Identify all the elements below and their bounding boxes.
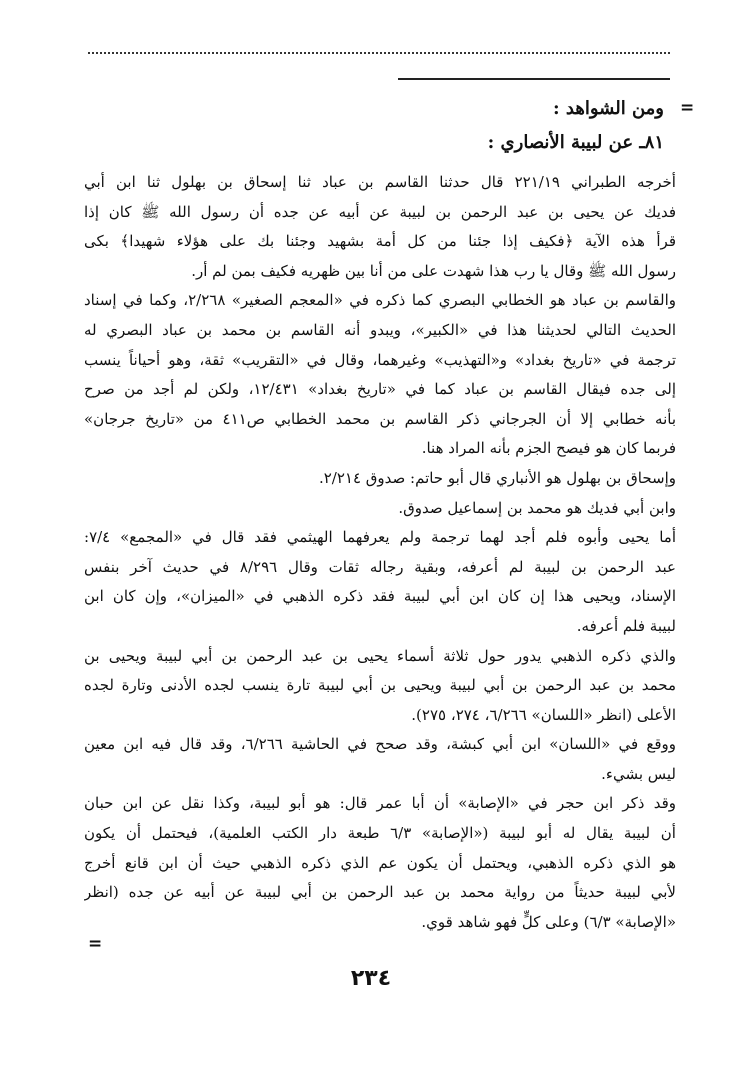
text-line: لبيبة فلم أعرفه. (576, 616, 676, 635)
text-line: محمد بن عبد الرحمن بن أبي لبيبة ويحيى بن أبي لبيبة تارة ينسب لجده الأدنى وتارة لجده (84, 676, 676, 695)
continuation-mark-top: = (680, 98, 695, 118)
text-line: فربما كان هو فيصح الجزم بأنه المراد هنا. (421, 439, 676, 458)
text-line: والذي ذكره الذهبي يدور حول ثلاثة أسماء يحيى بن عبد الرحمن بن أبي لبيبة ويحيى بن (84, 646, 676, 665)
text-line: والقاسم بن عباد هو الخطابي البصري كما ذكره في «المعجم الصغير» ٢/٢٦٨، وكما في إسناد (84, 291, 676, 310)
entry-heading: ٨١ـ عن لبيبة الأنصاري : (487, 132, 664, 153)
text-line: أما يحيى وأبوه فلم أجد لهما ترجمة ولم يعرفهما الهيثمي فقد قال في «المجمع» ٧/٤: (84, 528, 676, 547)
text-line: عبد الرحمن بن لبيبة لم أعرفه، وبقية رجاله ثقات وقال ٨/٢٩٦ في حديث آخر بنفس (84, 557, 676, 576)
text-line: الإسناد، ويحيى هذا إن كان ابن أبي لبيبة فقد ذكره الذهبي في «الميزان»، وإن كان ابن (84, 587, 676, 606)
text-line: لأبي لبيبة حديثاً من رواية محمد بن عبد الرحمن بن أبي لبيبة عن أبيه عن جده (انظر (84, 883, 676, 902)
text-line: وقد ذكر ابن حجر في «الإصابة» أن أبا عمر قال: هو أبو لبيبة، وكذا نقل عن ابن حبان (84, 794, 676, 813)
text-line: قرأ هذه الآية ﴿فكيف إذا جئنا من كل أمة بشهيد وجئنا بك على هؤلاء شهيدا﴾ بكى (84, 232, 676, 251)
text-line: رسول الله ﷺ وقال يا رب هذا شهدت على من أنا بين ظهريه فكيف بمن لم أر. (191, 261, 676, 280)
text-line: وإسحاق بن بهلول هو الأنباري قال أبو حاتم: صدوق ٢/٢١٤. (318, 468, 676, 487)
page-number: ٢٣٤ (350, 966, 392, 991)
text-line: فديك عن يحيى بن عبد الرحمن بن لبيبة عن أبيه عن جده أن رسول الله ﷺ كان إذا (84, 202, 676, 221)
solid-separator (398, 78, 670, 80)
text-line: ليس بشيء. (601, 764, 676, 783)
text-line: إلى جده فيقال القاسم بن عباد كما في «تاريخ بغداد» ١٢/٤٣١، ولكن لم أجد من صرح (84, 380, 676, 399)
dotted-separator (88, 52, 670, 54)
section-heading: ومن الشواهد : (553, 98, 664, 119)
text-line: بأنه خطابي إلا أن الجرجاني ذكر القاسم بن محمد الخطابي ص٤١١ من «تاريخ جرجان» (84, 409, 676, 428)
text-line: وابن أبي فديك هو محمد بن إسماعيل صدوق. (398, 498, 676, 517)
text-line: ترجمة في «تاريخ بغداد» و«التهذيب» وغيرهما، وقال في «التقريب» ثقة، وهو أحياناً ينسب (84, 350, 676, 369)
body-text (84, 168, 676, 937)
text-line: ووقع في «اللسان» ابن أبي كبشة، وقد صحح في الحاشية ٦/٢٦٦، وقد قال فيه ابن معين (84, 735, 676, 754)
text-line: أن لبيبة يقال له أبو لبيبة («الإصابة» ٦/٣ طبعة دار الكتب العلمية)، فيحتمل أن يكون (84, 824, 676, 843)
text-line: «الإصابة» ٦/٣) وعلى كلٍّ فهو شاهد قوي. (421, 912, 676, 931)
continuation-mark-bottom: = (88, 934, 103, 954)
text-line: هو الذي ذكره الذهبي، ويحتمل أن يكون عم الذي ذكره الذهبي حيث أن ابن قانع أخرج (84, 853, 676, 872)
text-line: أخرجه الطبراني ٢٢١/١٩ قال حدثنا القاسم بن عباد ثنا إسحاق بن بهلول ثنا ابن أبي (84, 173, 676, 191)
text-line: الحديث التالي لحديثنا هذا في «الكبير»، ويبدو أنه القاسم بن محمد بن عباد البصري له (84, 320, 676, 339)
text-line: الأعلى (انظر «اللسان» ٦/٢٦٦، ٢٧٤، ٢٧٥). (411, 705, 676, 724)
